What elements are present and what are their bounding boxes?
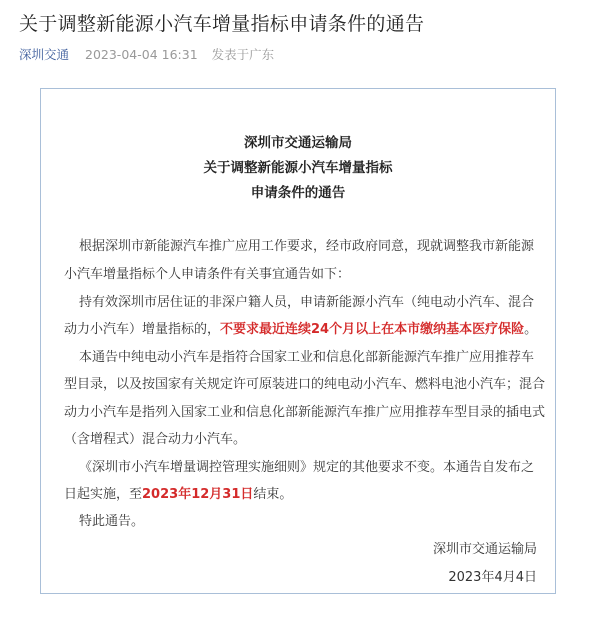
paragraph-3-line-3: 动力小汽车是指列入国家工业和信息化部新能源汽车推广应用推荐车型目录的插电式	[64, 405, 546, 420]
highlight-medical-insurance: 不要求最近连续24个月以上在本市缴纳基本医疗保险	[220, 322, 525, 337]
paragraph-4-line-2	[64, 483, 292, 502]
notice-org-heading: 深圳市交通运输局	[244, 135, 352, 151]
article-meta	[19, 45, 274, 63]
paragraph-4-line-1: 《深圳市小汽车增量调控管理实施细则》规定的其他要求不变。本通告自发布之	[79, 460, 535, 475]
paragraph-1-line-2: 小汽车增量指标个人申请条件有关事宜通告如下：	[64, 267, 351, 282]
paragraph-4-text-a: 日起实施，至	[64, 487, 143, 502]
paragraph-1-line-1: 根据深圳市新能源汽车推广应用工作要求，经市政府同意，现就调整我市新能源	[79, 239, 535, 254]
paragraph-4-text-b: 结束。	[253, 487, 293, 502]
paragraph-2-text-b: 。	[524, 322, 538, 337]
paragraph-3-line-1: 本通告中纯电动小汽车是指符合国家工业和信息化部新能源汽车推广应用推荐车	[79, 350, 535, 365]
notice-box	[40, 88, 556, 594]
source-link[interactable]: 深圳交通	[19, 47, 70, 62]
paragraph-2-line-2	[64, 318, 537, 337]
notice-title-line-2: 申请条件的通告	[250, 185, 346, 201]
notice-title-line-1: 关于调整新能源小汽车增量指标	[203, 160, 393, 176]
signature-date: 2023年4月4日	[448, 570, 537, 585]
publish-location: 发表于广东	[211, 47, 275, 62]
paragraph-2-line-1: 持有效深圳市居住证的非深户籍人员，申请新能源小汽车（纯电动小汽车、混合	[79, 295, 535, 310]
paragraph-3-line-2: 型目录，以及按国家有关规定许可原装进口的纯电动小汽车、燃料电池小汽车；混合	[64, 377, 546, 392]
paragraph-3-line-4: （含增程式）混合动力小汽车。	[64, 432, 247, 447]
publish-time: 2023-04-04 16:31	[85, 47, 198, 62]
page-title: 关于调整新能源小汽车增量指标申请条件的通告	[19, 13, 425, 35]
highlight-end-date: 2023年12月31日	[142, 487, 254, 502]
paragraph-5-line-1: 特此通告。	[79, 514, 145, 529]
signature-org: 深圳市交通运输局	[432, 542, 537, 557]
paragraph-2-text-a: 动力小汽车）增量指标的，	[64, 322, 221, 337]
